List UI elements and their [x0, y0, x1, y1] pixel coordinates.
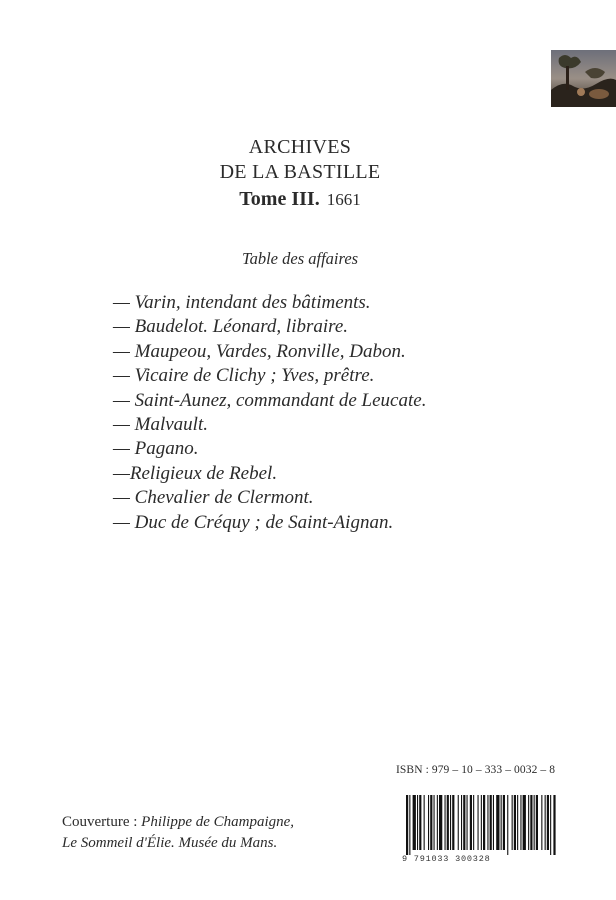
tome-label: Tome III. — [239, 188, 320, 210]
affair-item: —Religieux de Rebel. — [113, 462, 278, 484]
affair-item: — Malvault. — [113, 414, 208, 436]
affair-item: — Chevalier de Clermont. — [113, 487, 314, 509]
affair-item: — Maupeou, Vardes, Ronville, Dabon. — [113, 340, 406, 362]
barcode-icon — [404, 795, 556, 857]
credits-work: Le Sommeil d'Élie. Musée du Mans. — [62, 835, 278, 851]
isbn-text: ISBN : 979 – 10 – 333 – 0032 – 8 — [396, 764, 556, 776]
title-line-archives: ARCHIVES — [248, 136, 352, 158]
affair-item: — Vicaire de Clichy ; Yves, prêtre. — [113, 365, 375, 387]
title-line-bastille: DE LA BASTILLE — [219, 161, 381, 183]
cover-painting-thumbnail — [551, 50, 616, 107]
affair-item: — Duc de Créquy ; de Saint-Aignan. — [113, 511, 394, 533]
credits-artist: Philippe de Champaigne, — [141, 814, 295, 830]
tome-line — [0, 186, 600, 214]
table-heading: Table des affaires — [241, 249, 359, 268]
barcode-digits: 9 791033 300328 — [402, 854, 491, 864]
affair-item: — Pagano. — [113, 438, 199, 460]
affair-item: — Baudelot. Léonard, libraire. — [113, 316, 349, 338]
cover-credits — [62, 812, 294, 854]
painting-thumbnail-icon — [551, 50, 616, 107]
credits-label: Couverture : — [62, 814, 138, 830]
affair-item: — Saint-Aunez, commandant de Leucate. — [113, 389, 427, 411]
affair-item: — Varin, intendant des bâtiments. — [113, 292, 371, 313]
book-title — [0, 135, 600, 214]
tome-year: 1661 — [326, 190, 361, 209]
barcode — [404, 795, 556, 857]
affairs-list — [113, 291, 426, 535]
